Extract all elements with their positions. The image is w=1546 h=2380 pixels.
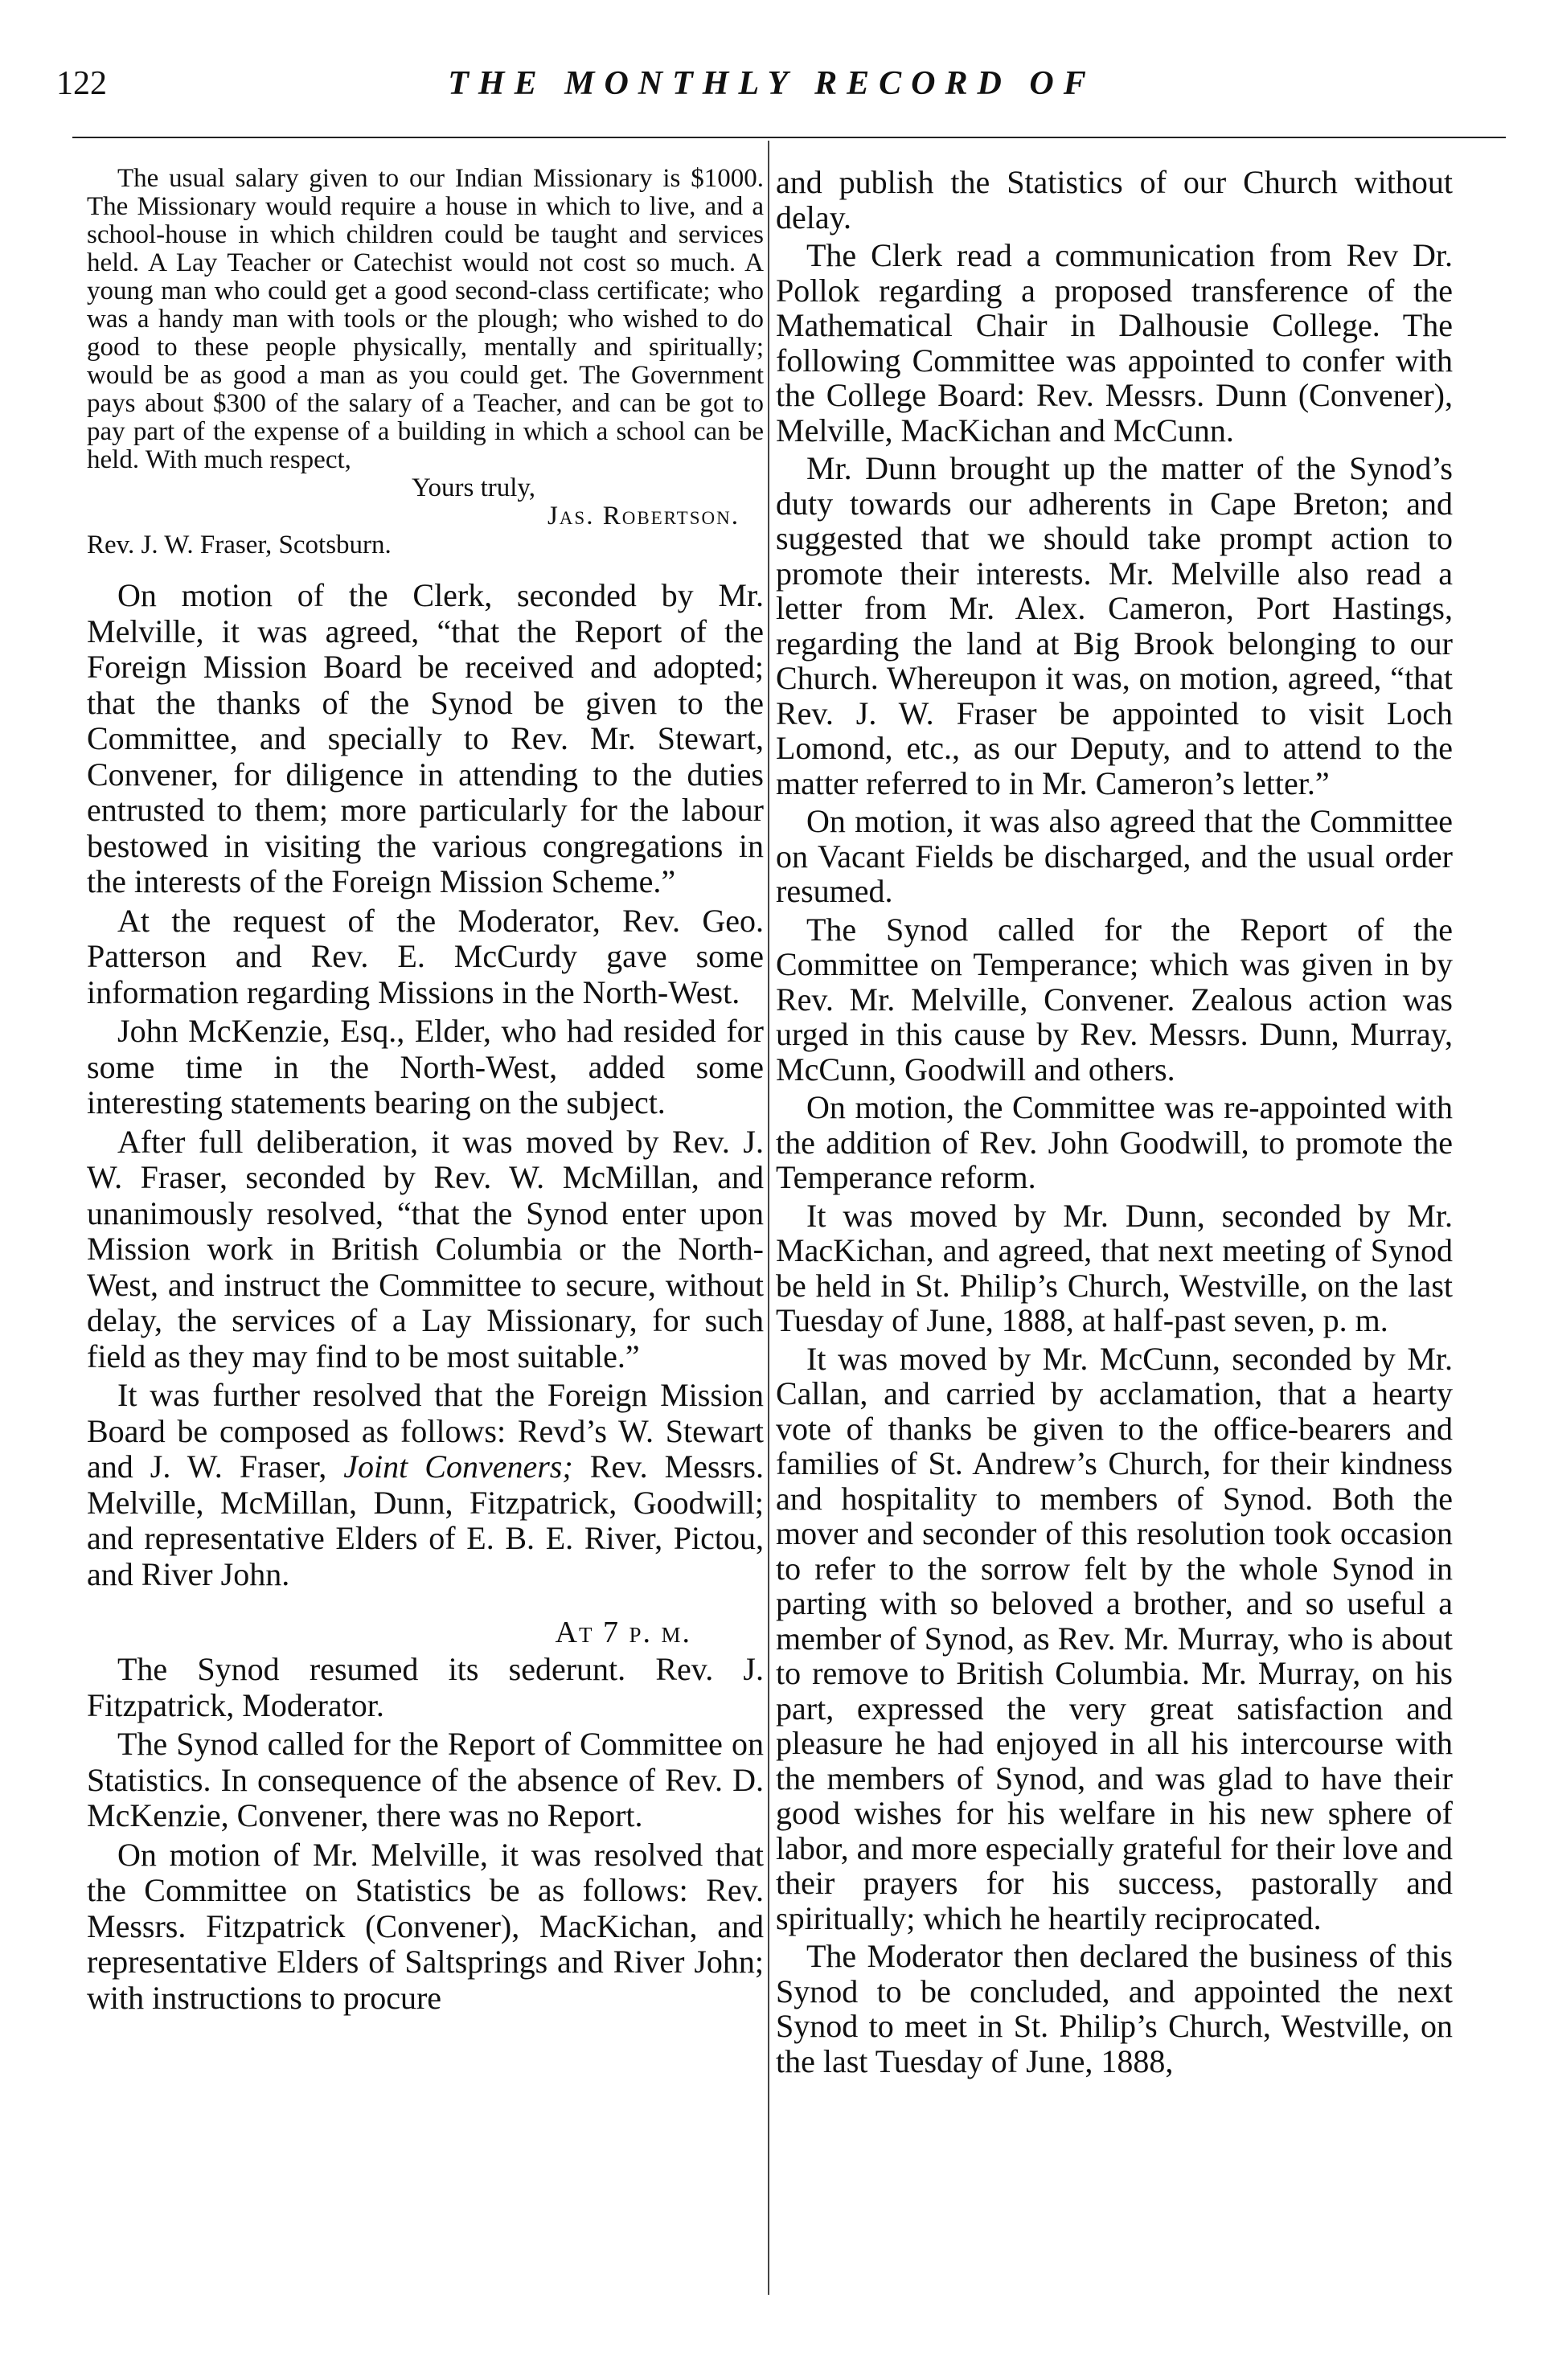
paragraph-board-composition	[87, 1378, 764, 1592]
paragraph: On motion, the Committee was re-appointed with the addition of Rev. John Goodwill, to promote the Temperance reform.	[776, 1089, 1453, 1195]
paragraph: On motion of the Clerk, seconded by Mr. Melville, it was agreed, “that the Report of the Foreign Mission Board be received and adopted; that the thanks of the Synod be given to the Committee, and specially to Rev. Mr. Stewart, Convener, for diligence in attending to the duties entrusted to them; more particularly for the labour bestowed in visiting the various congregations in the interests of the Foreign Mission Scheme.”	[87, 577, 764, 899]
letter-addressee: Rev. J. W. Fraser, Scotsburn.	[87, 530, 392, 559]
right-column	[776, 165, 1453, 2082]
paragraph: On motion of Mr. Melville, it was resolved that the Committee on Statistics be as follows: Rev. Messrs. Fitzpatrick (Convener), MacKichan, and representative Elders of Saltsprings and River John; with instructions to procure	[87, 1836, 764, 2016]
left-column	[87, 165, 764, 2019]
header-rule	[72, 137, 1506, 138]
paragraph: The Synod resumed its sederunt. Rev. J. Fitzpatrick, Moderator.	[87, 1651, 764, 1723]
paragraph: Mr. Dunn brought up the matter of the Synod’s duty towards our adherents in Cape Breton; and suggested that we should take prompt action to promote their interests. Mr. Melville also read a letter from Mr. Alex. Cameron, Port Hastings, regarding the land at Big Brook belonging to our Church. Whereupon it was, on motion, agreed, “that Rev. J. W. Fraser be appointed to visit Loch Lomond, etc., as our Deputy, and to attend to the matter referred to in Mr. Cameron’s letter.”	[776, 450, 1453, 801]
paragraph: The Moderator then declared the business of this Synod to be concluded, and appointed the next Synod to meet in St. Philip’s Church, Westville, on the last Tuesday of June, 1888,	[776, 1938, 1453, 2079]
letter-signature: Jas. Robertson.	[547, 502, 740, 530]
paragraph: The Synod called for the Report of the Committee on Temperance; which was given in by Rev. Mr. Melville, Convener. Zealous action was urged in this cause by Rev. Messrs. Dunn, Murray, McCunn, Goodwill and others.	[776, 911, 1453, 1088]
running-title: THE MONTHLY RECORD OF	[448, 65, 1096, 102]
section-heading: At 7 p. m.	[555, 1616, 691, 1649]
board-text-italic: Joint Conveners;	[343, 1448, 573, 1485]
column-divider	[768, 141, 769, 2295]
paragraph: On motion, it was also agreed that the Committee on Vacant Fields be discharged, and the usual order resumed.	[776, 803, 1453, 909]
board-text-end: Rev. Messrs. Melville, McMillan, Dunn, Fitzpatrick, Goodwill; and representative Elders of E. B. E. River, Pictou, and River John.	[87, 1448, 764, 1592]
letter-closing: Yours truly,	[411, 473, 536, 502]
page-number: 122	[56, 65, 107, 102]
page-header	[56, 64, 1487, 129]
paragraph: At the request of the Moderator, Rev. Geo. Patterson and Rev. E. McCurdy gave some information regarding Missions in the North-West.	[87, 902, 764, 1010]
continued-paragraph: and publish the Statistics of our Church without delay.	[776, 164, 1453, 236]
letter-paragraph: The usual salary given to our Indian Missionary is $1000. The Missionary would require a house in which to live, and a school-house in which children could be taught and services held. A Lay Teacher or Catechist would not cost so much. A young man who could get a good second-class certificate; who was a handy man with tools or the plough; who wished to do good to these people physically, mentally and spiritually; would be as good a man as you could get. The Government pays about $300 of the salary of a Teacher, and can be got to pay part of the expense of a building in which a school can be held. With much respect,	[87, 164, 764, 474]
paragraph: John McKenzie, Esq., Elder, who had resided for some time in the North-West, added some interesting statements bearing on the subject.	[87, 1013, 764, 1120]
paragraph: It was moved by Mr. McCunn, seconded by Mr. Callan, and carried by acclamation, that a hearty vote of thanks be given to the office-bearers and families of St. Andrew’s Church, for their kindness and hospitality to members of Synod. Both the mover and seconder of this resolution took occasion to refer to the sorrow felt by the whole Synod in parting with so beloved a brother, and so useful a member of Synod, as Rev. Mr. Murray, who is about to remove to British Columbia. Mr. Murray, on his part, expressed the very great satisfaction and pleasure he had enjoyed in all his intercourse with the members of Synod, and was glad to have their good wishes for his welfare in his new sphere of labor, and more especially grateful for their love and their prayers for his success, pastorally and spiritually; which he heartily reciprocated.	[776, 1340, 1453, 1936]
paragraph: The Clerk read a communication from Rev Dr. Pollok regarding a proposed transference of the Mathematical Chair in Dalhousie College. The following Committee was appointed to confer with the College Board: Rev. Messrs. Dunn (Convener), Melville, MacKichan and McCunn.	[776, 237, 1453, 449]
paragraph: It was moved by Mr. Dunn, seconded by Mr. MacKichan, and agreed, that next meeting of Synod be held in St. Philip’s Church, Westville, on the last Tuesday of June, 1888, at half-past seven, p. m.	[776, 1197, 1453, 1338]
board-text-start: It was further resolved that the Foreign Mission Board be composed as follows: Revd’s W. Stewart and J. W. Fraser,	[87, 1377, 764, 1485]
paragraph: The Synod called for the Report of Committee on Statistics. In consequence of the absence of Rev. D. McKenzie, Convener, there was no Report.	[87, 1726, 764, 1833]
paragraph: After full deliberation, it was moved by Rev. J. W. Fraser, seconded by Rev. W. McMillan, and unanimously resolved, “that the Synod enter upon Mission work in British Columbia or the North-West, and instruct the Committee to secure, without delay, the services of a Lay Missionary, for such field as they may find to be most suitable.”	[87, 1123, 764, 1374]
